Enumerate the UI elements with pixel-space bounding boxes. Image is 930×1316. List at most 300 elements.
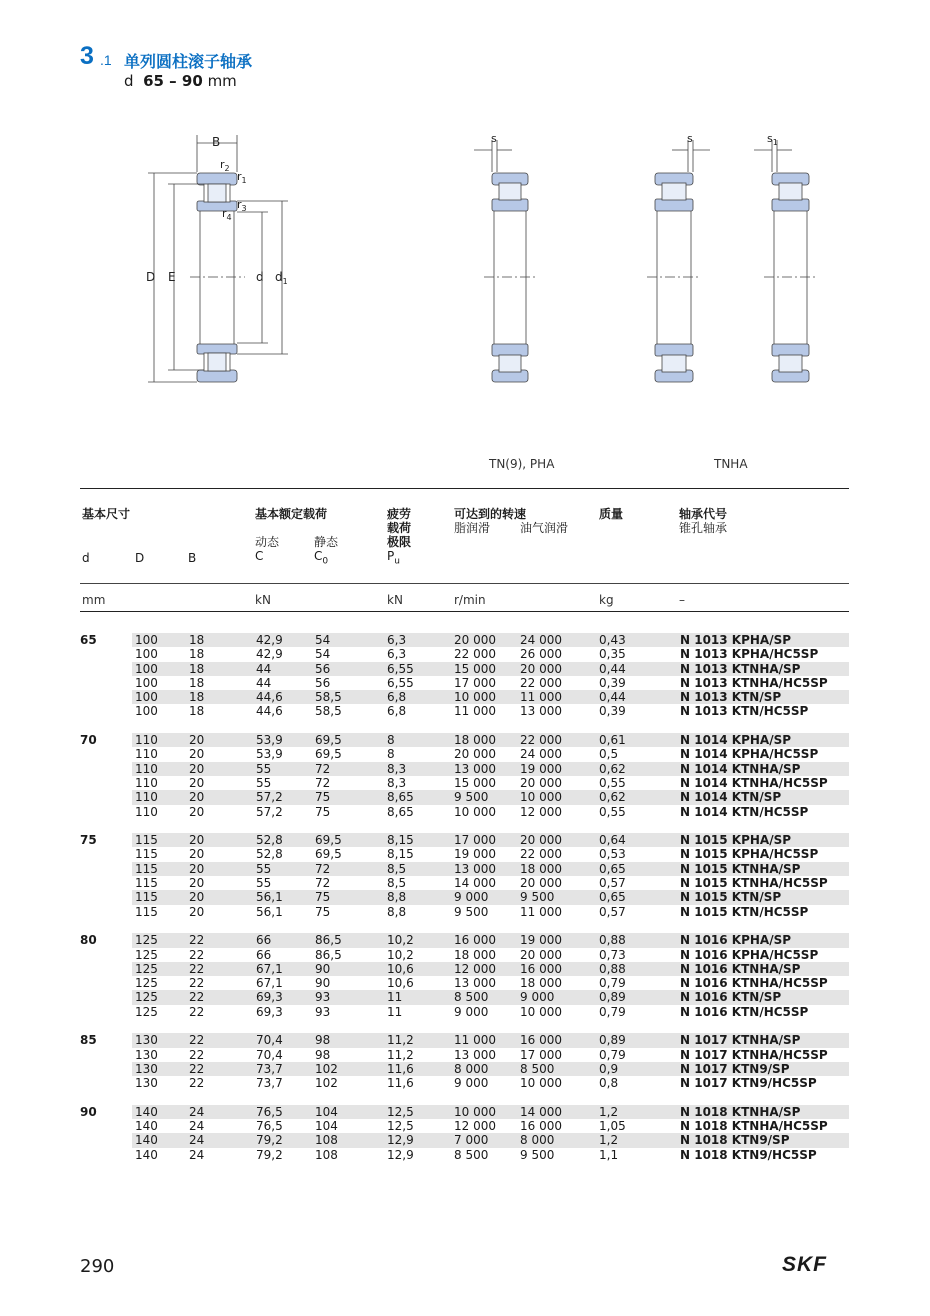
table-cell: 6,8 bbox=[387, 704, 407, 719]
table-cell: 18 000 bbox=[520, 976, 562, 991]
cell-bore-d bbox=[80, 1076, 132, 1090]
cell-designation: N 1017 KTNHA/HC5SP bbox=[680, 1047, 828, 1062]
col-Pu-sub: u bbox=[394, 556, 400, 567]
cell-designation: N 1016 KPHA/HC5SP bbox=[680, 947, 819, 962]
header-dynamic: 动态 bbox=[255, 535, 280, 549]
table-cell: 110 bbox=[135, 804, 158, 819]
table-cell: 6,8 bbox=[387, 690, 454, 704]
header-load-ratings: 基本额定载荷 bbox=[255, 507, 328, 521]
label-s-b: s bbox=[687, 132, 693, 145]
table-cell: 18 bbox=[189, 704, 205, 719]
section-number: 3 bbox=[80, 42, 94, 70]
section-title: 单列圆柱滚子轴承 bbox=[124, 52, 253, 71]
table-cell: 12,5 bbox=[387, 1105, 454, 1119]
table-cell: 24 bbox=[189, 1147, 205, 1162]
table-cell: 125 bbox=[132, 962, 189, 976]
cell-bore-d bbox=[80, 762, 132, 776]
table-cell: 0,57 bbox=[599, 904, 626, 919]
table-cell: 0,55 bbox=[599, 804, 626, 819]
table-cell: 12 000 bbox=[454, 1119, 496, 1134]
table-row bbox=[80, 976, 849, 990]
table-cell: 9 000 bbox=[454, 890, 520, 904]
table-cell: 56,1 bbox=[256, 890, 315, 904]
table-cell: 140 bbox=[132, 1105, 189, 1119]
label-s-a: s bbox=[491, 132, 497, 145]
table-cell: 0,44 bbox=[599, 662, 680, 676]
table-cell: 9 500 bbox=[454, 904, 489, 919]
header-designation: 轴承代号 bbox=[679, 507, 728, 521]
table-cell: 20 bbox=[189, 733, 256, 747]
col-D: D bbox=[135, 551, 145, 565]
table-cell: 14 000 bbox=[520, 1105, 599, 1119]
table-cell: 9 500 bbox=[520, 890, 599, 904]
table-cell: 11,6 bbox=[387, 1076, 414, 1091]
table-cell: 20 bbox=[189, 904, 205, 919]
cell-bore-d: 65 bbox=[80, 633, 97, 647]
table-cell: 22 bbox=[189, 1004, 205, 1019]
table-cell: 20 000 bbox=[520, 775, 562, 790]
table-row bbox=[80, 876, 849, 890]
cell-bore-d: 85 bbox=[80, 1033, 97, 1048]
table-cell: 22 000 bbox=[454, 647, 496, 662]
table-cell: 20 000 bbox=[520, 833, 599, 847]
table-cell: 125 bbox=[132, 933, 189, 947]
cell-bore-d bbox=[80, 647, 132, 661]
table-cell: 18 bbox=[189, 647, 205, 662]
table-cell: 10 000 bbox=[454, 804, 496, 819]
cell-designation: N 1016 KTNHA/HC5SP bbox=[680, 976, 828, 991]
group-spacer bbox=[80, 819, 849, 833]
table-cell: 24 bbox=[189, 1119, 205, 1134]
table-cell: 110 bbox=[135, 747, 158, 762]
range-values: 65 – 90 bbox=[143, 72, 203, 90]
table-cell: 86,5 bbox=[315, 933, 387, 947]
table-row bbox=[80, 1076, 849, 1090]
table-cell: 8 500 bbox=[454, 990, 520, 1004]
cell-bore-d bbox=[80, 1148, 132, 1162]
cell-bore-d bbox=[80, 1005, 132, 1019]
table-cell: 9 500 bbox=[454, 790, 520, 804]
table-cell: 20 bbox=[189, 790, 256, 804]
cell-bore-d bbox=[80, 890, 132, 904]
table-cell: 8 000 bbox=[520, 1133, 599, 1147]
table-cell: 42,9 bbox=[256, 647, 283, 662]
cell-designation: N 1015 KTNHA/HC5SP bbox=[680, 876, 828, 891]
cell-bore-d: 80 bbox=[80, 933, 97, 948]
table-cell: 0,73 bbox=[599, 947, 626, 962]
label-E: E bbox=[168, 270, 176, 284]
cell-bore-d bbox=[80, 747, 132, 761]
table-cell: 24 bbox=[189, 1105, 256, 1119]
table-cell: 20 000 bbox=[454, 747, 496, 762]
table-row bbox=[80, 1048, 849, 1062]
cell-bore-d bbox=[80, 1133, 132, 1147]
label-r4: r bbox=[222, 207, 227, 220]
table-cell: 53,9 bbox=[256, 747, 283, 762]
table-cell: 0,39 bbox=[599, 704, 626, 719]
table-cell: 69,5 bbox=[315, 847, 342, 862]
table-cell: 12 000 bbox=[454, 962, 520, 976]
cell-bore-d bbox=[80, 805, 132, 819]
header-fatigue-1: 疲劳 bbox=[387, 507, 412, 521]
table-cell: 52,8 bbox=[256, 847, 283, 862]
table-cell: 22 bbox=[189, 1033, 256, 1047]
unit-mm: mm bbox=[82, 593, 106, 607]
cell-designation: N 1017 KTN9/SP bbox=[680, 1062, 849, 1076]
table-cell: 53,9 bbox=[256, 733, 315, 747]
cell-designation: N 1017 KTNHA/SP bbox=[680, 1033, 849, 1047]
header-fatigue-2: 载荷 bbox=[387, 521, 412, 535]
cell-designation: N 1014 KTN/SP bbox=[680, 790, 849, 804]
table-cell: 0,5 bbox=[599, 747, 619, 762]
table-header-rule bbox=[80, 583, 849, 584]
table-cell: 22 bbox=[189, 1062, 256, 1076]
cell-bore-d bbox=[80, 676, 132, 690]
table-cell: 24 000 bbox=[520, 747, 562, 762]
table-cell: 8,3 bbox=[387, 762, 454, 776]
table-cell: 72 bbox=[315, 862, 387, 876]
table-cell: 16 000 bbox=[454, 933, 520, 947]
table-cell: 1,1 bbox=[599, 1147, 619, 1162]
table-cell: 100 bbox=[135, 675, 158, 690]
table-cell: 20 000 bbox=[520, 662, 599, 676]
main-cross-section bbox=[148, 135, 288, 382]
table-row bbox=[80, 662, 849, 676]
caption-tnha: TNHA bbox=[714, 457, 748, 471]
svg-text:r3 bbox=[237, 198, 247, 213]
table-cell: 57,2 bbox=[256, 804, 283, 819]
tnha-alt-cross-section bbox=[754, 140, 817, 382]
table-cell: 52,8 bbox=[256, 833, 315, 847]
header-grease: 脂润滑 bbox=[454, 521, 491, 535]
cell-designation: N 1015 KTN/SP bbox=[680, 890, 849, 904]
table-cell: 75 bbox=[315, 790, 387, 804]
table-cell: 15 000 bbox=[454, 775, 496, 790]
table-cell: 8 bbox=[387, 733, 454, 747]
table-cell: 54 bbox=[315, 633, 387, 647]
table-cell: 115 bbox=[132, 833, 189, 847]
table-cell: 8 bbox=[387, 747, 395, 762]
table-cell: 102 bbox=[315, 1076, 338, 1091]
table-cell: 0,88 bbox=[599, 962, 680, 976]
cell-designation: N 1015 KPHA/HC5SP bbox=[680, 847, 819, 862]
table-cell: 13 000 bbox=[454, 1047, 496, 1062]
table-cell: 12,9 bbox=[387, 1147, 414, 1162]
cell-bore-d bbox=[80, 662, 132, 676]
table-cell: 11 000 bbox=[454, 704, 496, 719]
table-cell: 93 bbox=[315, 990, 387, 1004]
table-cell: 0,53 bbox=[599, 847, 626, 862]
cell-designation: N 1014 KTNHA/HC5SP bbox=[680, 775, 828, 790]
table-cell: 17 000 bbox=[454, 833, 520, 847]
table-cell: 20 bbox=[189, 833, 256, 847]
label-B: B bbox=[212, 135, 221, 149]
table-cell: 100 bbox=[135, 704, 158, 719]
table-cell: 16 000 bbox=[520, 1119, 562, 1134]
table-cell: 130 bbox=[135, 1076, 158, 1091]
table-cell: 108 bbox=[315, 1133, 387, 1147]
table-cell: 44,6 bbox=[256, 690, 315, 704]
header-basic-dimensions: 基本尺寸 bbox=[82, 507, 131, 521]
table-row bbox=[80, 962, 849, 976]
table-cell: 75 bbox=[315, 890, 387, 904]
table-cell: 8,65 bbox=[387, 790, 454, 804]
table-cell: 55 bbox=[256, 762, 315, 776]
table-cell: 20 bbox=[189, 847, 205, 862]
tnha-cross-section bbox=[647, 140, 710, 382]
unit-dash: – bbox=[679, 593, 685, 607]
label-d1: d bbox=[275, 270, 283, 284]
table-cell: 100 bbox=[132, 690, 189, 704]
table-cell: 44 bbox=[256, 662, 315, 676]
label-r3-sub: 3 bbox=[241, 204, 247, 213]
table-cell: 22 bbox=[189, 990, 256, 1004]
col-C0-sub: 0 bbox=[322, 556, 329, 567]
table-cell: 6,3 bbox=[387, 647, 407, 662]
table-cell: 140 bbox=[132, 1133, 189, 1147]
table-cell: 110 bbox=[132, 762, 189, 776]
table-cell: 125 bbox=[132, 990, 189, 1004]
table-cell: 140 bbox=[135, 1147, 158, 1162]
cell-designation: N 1013 KTNHA/HC5SP bbox=[680, 675, 828, 690]
table-cell: 16 000 bbox=[520, 962, 599, 976]
table-cell: 18 000 bbox=[454, 733, 520, 747]
table-cell: 0,43 bbox=[599, 633, 680, 647]
cell-bore-d bbox=[80, 776, 132, 790]
table-row bbox=[80, 633, 849, 647]
table-cell: 8,15 bbox=[387, 833, 454, 847]
table-cell: 10,2 bbox=[387, 947, 414, 962]
table-cell: 8,15 bbox=[387, 847, 414, 862]
table-cell: 130 bbox=[132, 1062, 189, 1076]
table-row bbox=[80, 1148, 849, 1162]
table-cell: 13 000 bbox=[454, 862, 520, 876]
table-unit-rule bbox=[80, 611, 849, 612]
table-cell: 6,55 bbox=[387, 675, 414, 690]
cell-designation: N 1014 KPHA/SP bbox=[680, 733, 849, 747]
cell-bore-d: 75 bbox=[80, 833, 97, 848]
label-r2-sub: 2 bbox=[224, 164, 230, 173]
table-cell: 8,8 bbox=[387, 890, 454, 904]
table-cell: 10 000 bbox=[520, 1076, 562, 1091]
table-row bbox=[80, 1033, 849, 1047]
cell-designation: N 1018 KTNHA/HC5SP bbox=[680, 1119, 828, 1134]
table-cell: 58,5 bbox=[315, 704, 342, 719]
cell-designation: N 1013 KTNHA/SP bbox=[680, 662, 849, 676]
label-r2: r bbox=[220, 158, 225, 171]
table-cell: 22 000 bbox=[520, 847, 562, 862]
cell-bore-d bbox=[80, 1062, 132, 1076]
table-cell: 8,65 bbox=[387, 804, 414, 819]
cell-designation: N 1015 KTNHA/SP bbox=[680, 862, 849, 876]
table-row bbox=[80, 833, 849, 847]
bearing-data-table bbox=[80, 633, 849, 1162]
table-cell: 26 000 bbox=[520, 647, 562, 662]
cell-bore-d bbox=[80, 876, 132, 890]
table-cell: 0,57 bbox=[599, 876, 626, 891]
cell-designation: N 1013 KTN/SP bbox=[680, 690, 849, 704]
table-row bbox=[80, 747, 849, 761]
table-cell: 8,8 bbox=[387, 904, 407, 919]
svg-text:d1 bbox=[275, 270, 288, 286]
col-C0: $C_0$ bbox=[314, 549, 329, 567]
label-r1: r bbox=[237, 170, 242, 183]
table-row bbox=[80, 948, 849, 962]
table-cell: 0,9 bbox=[599, 1062, 680, 1076]
header-mass: 质量 bbox=[599, 507, 624, 521]
unit-kg: kg bbox=[599, 593, 614, 607]
table-cell: 0,79 bbox=[599, 976, 626, 991]
section-subnumber: .1 bbox=[100, 52, 112, 68]
table-cell: 24 000 bbox=[520, 633, 599, 647]
table-cell: 10,2 bbox=[387, 933, 454, 947]
table-cell: 0,65 bbox=[599, 862, 680, 876]
unit-rpm: r/min bbox=[454, 593, 486, 607]
table-row bbox=[80, 1133, 849, 1147]
table-cell: 79,2 bbox=[256, 1133, 315, 1147]
cell-designation: N 1014 KPHA/HC5SP bbox=[680, 747, 819, 762]
table-cell: 69,3 bbox=[256, 1004, 283, 1019]
table-cell: 72 bbox=[315, 762, 387, 776]
table-row bbox=[80, 890, 849, 904]
table-cell: 6,55 bbox=[387, 662, 454, 676]
cell-designation: N 1015 KTN/HC5SP bbox=[680, 904, 809, 919]
table-cell: 20 bbox=[189, 876, 205, 891]
table-row bbox=[80, 990, 849, 1004]
table-cell: 20 bbox=[189, 862, 256, 876]
table-cell: 66 bbox=[256, 933, 315, 947]
svg-text:r2 bbox=[220, 158, 230, 173]
table-cell: 100 bbox=[132, 662, 189, 676]
table-cell: 18 000 bbox=[454, 947, 496, 962]
table-row bbox=[80, 862, 849, 876]
table-cell: 12 000 bbox=[520, 804, 562, 819]
table-cell: 18 000 bbox=[520, 862, 599, 876]
cell-designation: N 1015 KPHA/SP bbox=[680, 833, 849, 847]
cell-designation: N 1013 KTN/HC5SP bbox=[680, 704, 809, 719]
table-cell: 115 bbox=[135, 876, 158, 891]
table-cell: 75 bbox=[315, 804, 331, 819]
table-cell: 11,2 bbox=[387, 1047, 414, 1062]
table-cell: 18 bbox=[189, 675, 205, 690]
table-cell: 57,2 bbox=[256, 790, 315, 804]
table-cell: 1,2 bbox=[599, 1105, 680, 1119]
table-cell: 7 000 bbox=[454, 1133, 520, 1147]
table-row bbox=[80, 933, 849, 947]
table-cell: 0,89 bbox=[599, 1033, 680, 1047]
table-cell: 110 bbox=[135, 775, 158, 790]
table-cell: 115 bbox=[132, 862, 189, 876]
cell-bore-d: 90 bbox=[80, 1104, 97, 1119]
table-cell: 13 000 bbox=[520, 704, 562, 719]
table-cell: 0,79 bbox=[599, 1047, 626, 1062]
group-spacer bbox=[80, 1091, 849, 1105]
table-cell: 6,3 bbox=[387, 633, 454, 647]
table-cell: 18 bbox=[189, 633, 256, 647]
table-cell: 44 bbox=[256, 675, 272, 690]
label-d1-sub: 1 bbox=[282, 277, 288, 286]
table-cell: 42,9 bbox=[256, 633, 315, 647]
label-D: D bbox=[146, 270, 156, 284]
table-cell: 8 000 bbox=[454, 1062, 520, 1076]
table-cell: 16 000 bbox=[520, 1033, 599, 1047]
table-cell: 55 bbox=[256, 775, 272, 790]
table-cell: 72 bbox=[315, 876, 331, 891]
table-row bbox=[80, 690, 849, 704]
table-row bbox=[80, 1119, 849, 1133]
table-row bbox=[80, 1105, 849, 1119]
table-cell: 22 000 bbox=[520, 733, 599, 747]
table-cell: 0,55 bbox=[599, 775, 626, 790]
table-cell: 19 000 bbox=[520, 933, 599, 947]
cell-designation: N 1018 KTN9/HC5SP bbox=[680, 1147, 817, 1162]
label-s1: s bbox=[767, 132, 773, 145]
table-cell: 22 bbox=[189, 1076, 205, 1091]
table-cell: 13 000 bbox=[454, 976, 496, 991]
table-cell: 86,5 bbox=[315, 947, 342, 962]
col-d: d bbox=[82, 551, 90, 565]
table-cell: 90 bbox=[315, 962, 387, 976]
table-cell: 18 bbox=[189, 662, 256, 676]
table-cell: 20 000 bbox=[520, 947, 562, 962]
table-cell: 24 bbox=[189, 1133, 256, 1147]
table-cell: 8 500 bbox=[520, 1062, 599, 1076]
header-oil-air: 油气润滑 bbox=[520, 521, 569, 535]
label-r1-sub: 1 bbox=[241, 176, 247, 185]
group-spacer bbox=[80, 1019, 849, 1033]
table-cell: 0,89 bbox=[599, 990, 680, 1004]
table-cell: 130 bbox=[135, 1047, 158, 1062]
cell-bore-d: 70 bbox=[80, 733, 97, 748]
table-cell: 130 bbox=[132, 1033, 189, 1047]
table-row bbox=[80, 762, 849, 776]
table-cell: 56 bbox=[315, 662, 387, 676]
table-cell: 70,4 bbox=[256, 1033, 315, 1047]
col-Pu: $P_u$ bbox=[387, 549, 400, 567]
table-cell: 75 bbox=[315, 904, 331, 919]
table-cell: 12,9 bbox=[387, 1133, 454, 1147]
table-row bbox=[80, 647, 849, 661]
table-cell: 0,39 bbox=[599, 675, 626, 690]
table-cell: 93 bbox=[315, 1004, 331, 1019]
table-cell: 100 bbox=[135, 647, 158, 662]
table-cell: 67,1 bbox=[256, 962, 315, 976]
table-cell: 8,5 bbox=[387, 862, 454, 876]
unit-kN-loads: kN bbox=[255, 593, 271, 607]
table-cell: 69,5 bbox=[315, 833, 387, 847]
table-cell: 0,8 bbox=[599, 1076, 619, 1091]
table-cell: 104 bbox=[315, 1105, 387, 1119]
table-cell: 22 bbox=[189, 1047, 205, 1062]
cell-bore-d bbox=[80, 1119, 132, 1133]
table-cell: 1,05 bbox=[599, 1119, 626, 1134]
svg-text:r1 bbox=[237, 170, 247, 185]
table-cell: 18 bbox=[189, 690, 256, 704]
table-cell: 12,5 bbox=[387, 1119, 414, 1134]
table-cell: 20 bbox=[189, 762, 256, 776]
table-cell: 115 bbox=[135, 847, 158, 862]
table-cell: 69,3 bbox=[256, 990, 315, 1004]
table-cell: 20 bbox=[189, 775, 205, 790]
table-cell: 20 bbox=[189, 747, 205, 762]
page-number: 290 bbox=[80, 1256, 115, 1277]
table-cell: 76,5 bbox=[256, 1105, 315, 1119]
table-cell: 14 000 bbox=[454, 876, 496, 891]
cell-designation: N 1013 KPHA/SP bbox=[680, 633, 849, 647]
svg-text:s1 bbox=[767, 132, 778, 147]
table-cell: 58,5 bbox=[315, 690, 387, 704]
range-prefix: d bbox=[124, 72, 134, 90]
